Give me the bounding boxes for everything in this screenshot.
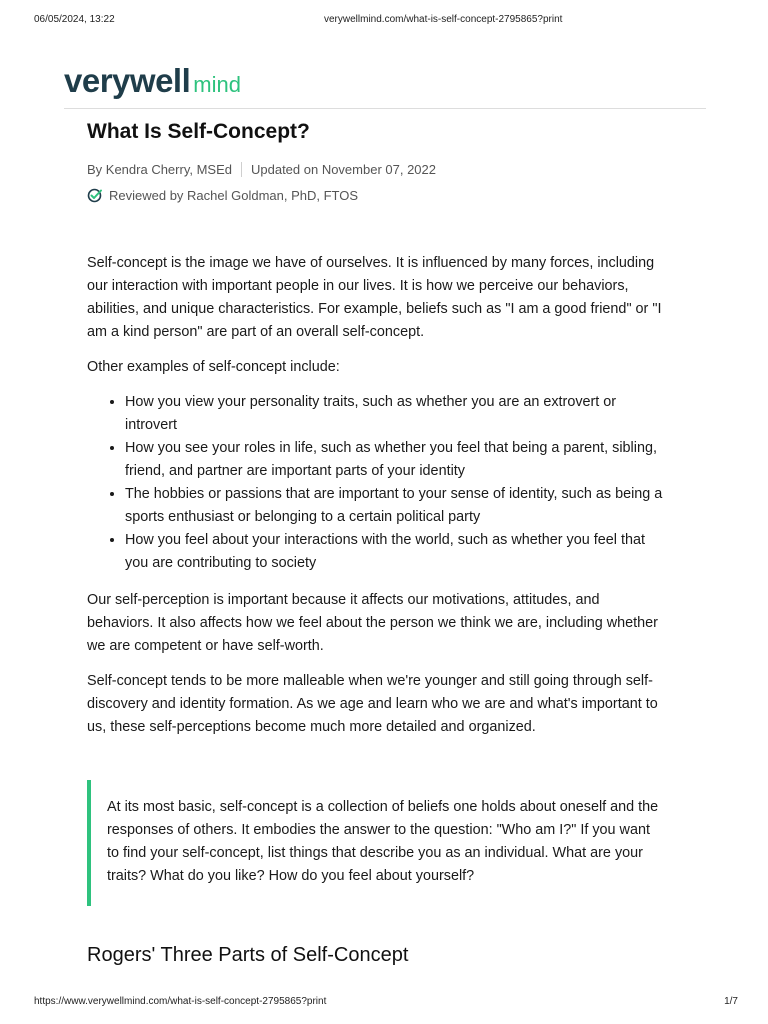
check-circle-icon	[87, 187, 103, 203]
list-item: • How you see your roles in life, such as whether you feel that being a parent, sibling, friend, and partner are important parts of your identity	[125, 437, 667, 483]
byline-divider	[241, 162, 242, 177]
paragraph-examples-lead: Other examples of self-concept include:	[87, 359, 340, 375]
article-title: What Is Self-Concept?	[87, 120, 310, 143]
print-url: verywellmind.com/what-is-self-concept-2795865?print	[324, 14, 563, 25]
logo-main-text: verywell	[64, 62, 191, 99]
print-header	[34, 14, 738, 30]
paragraph-self-perception: Our self-perception is important because it affects our motivations, attitudes, and behaviors. It also affects how we feel about the person we think we are, including whether we are competent or have self-worth.	[87, 592, 658, 654]
list-item: • How you view your personality traits, such as whether you are an extrovert or introvert	[125, 391, 667, 437]
list-item: • How you feel about your interactions with the world, such as whether you feel that you are contributing to society	[125, 529, 667, 575]
callout-quote	[87, 780, 663, 906]
page-number: 1/7	[724, 996, 738, 1007]
header-divider	[64, 108, 706, 109]
paragraph-malleable: Self-concept tends to be more malleable when we're younger and still going through self-discovery and identity formation. As we age and learn who we are and what's important to us, these self-perceptions become much more detailed and organized.	[87, 673, 658, 735]
paragraph-intro: Self-concept is the image we have of ourselves. It is influenced by many forces, including our interaction with important people in our lives. It is how we perceive our behaviors, abilities, and unique characteristics. For example, beliefs such as "I am a good friend" or "I am a kind person" are part of an overall self-concept.	[87, 255, 662, 340]
reviewed-by	[87, 186, 667, 204]
article	[87, 118, 667, 739]
author-link[interactable]: By Kendra Cherry, MSEd	[87, 161, 232, 177]
site-logo[interactable]	[64, 62, 241, 102]
print-datetime: 06/05/2024, 13:22	[34, 14, 115, 25]
byline	[87, 160, 667, 178]
logo-sub-text: mind	[193, 72, 241, 97]
section-heading: Rogers' Three Parts of Self-Concept	[87, 944, 409, 966]
callout-text: At its most basic, self-concept is a collection of beliefs one holds about oneself and the responses of others. It embodies the answer to the question: "Who am I?" If you want to find your self-concept, list things that describe you as an individual. What are your traits? What do you like? How do you feel about yourself?	[107, 799, 659, 884]
reviewer-link[interactable]: Reviewed by Rachel Goldman, PhD, FTOS	[109, 187, 359, 203]
print-footer	[34, 996, 738, 1010]
list-item: • The hobbies or passions that are important to your sense of identity, such as being a sports enthusiast or belonging to a certain political party	[125, 483, 667, 529]
updated-date: Updated on November 07, 2022	[250, 161, 436, 177]
footer-url: https://www.verywellmind.com/what-is-self-concept-2795865?print	[34, 996, 327, 1007]
examples-list	[87, 391, 667, 575]
